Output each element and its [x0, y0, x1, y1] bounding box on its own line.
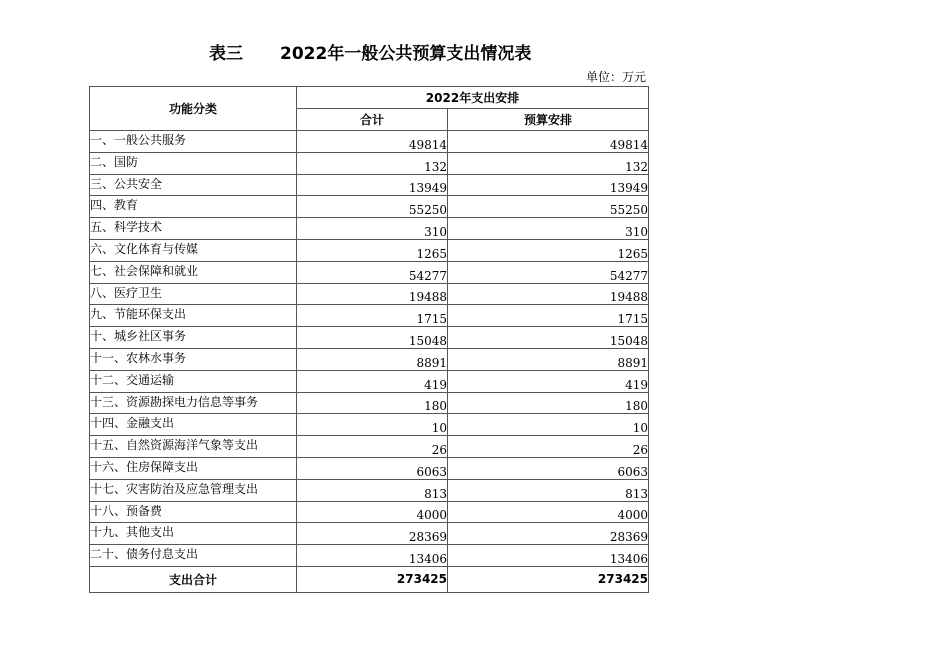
row-name: 十五、自然资源海洋气象等支出: [90, 436, 297, 458]
table-title: 2022年一般公共预算支出情况表: [280, 44, 532, 64]
table-row: [90, 545, 649, 567]
table-row: [90, 131, 649, 153]
row-budget: 8891: [448, 348, 649, 370]
table-row: [90, 392, 649, 414]
row-budget: 4000: [448, 501, 649, 523]
row-total: 54277: [297, 261, 448, 283]
header-budget: 预算安排: [448, 109, 649, 131]
table-row: [90, 261, 649, 283]
table-row: [90, 218, 649, 240]
row-budget: 6063: [448, 457, 649, 479]
unit-label: 单位：万元: [585, 70, 646, 84]
row-total: 10: [297, 414, 448, 436]
table-row: [90, 305, 649, 327]
row-total: 13949: [297, 174, 448, 196]
row-total: 310: [297, 218, 448, 240]
row-total: 13406: [297, 545, 448, 567]
row-name: 十七、灾害防治及应急管理支出: [90, 479, 297, 501]
budget-table: [89, 86, 649, 593]
row-budget: 49814: [448, 131, 649, 153]
row-total: 180: [297, 392, 448, 414]
row-budget: 1715: [448, 305, 649, 327]
table-row: [90, 327, 649, 349]
summary-row: [90, 566, 649, 592]
row-total: 49814: [297, 131, 448, 153]
row-name: 五、科学技术: [90, 218, 297, 240]
row-name: 十八、预备费: [90, 501, 297, 523]
header-category: 功能分类: [90, 87, 297, 131]
table-row: [90, 348, 649, 370]
row-budget: 813: [448, 479, 649, 501]
row-name: 二十、债务付息支出: [90, 545, 297, 567]
header-total: 合计: [297, 109, 448, 131]
row-total: 26: [297, 436, 448, 458]
row-name: 六、文化体育与传媒: [90, 239, 297, 261]
header-group: 2022年支出安排: [297, 87, 649, 109]
row-name: 一、一般公共服务: [90, 131, 297, 153]
row-budget: 419: [448, 370, 649, 392]
row-total: 15048: [297, 327, 448, 349]
row-total: 132: [297, 152, 448, 174]
row-budget: 26: [448, 436, 649, 458]
table-row: [90, 479, 649, 501]
row-budget: 28369: [448, 523, 649, 545]
table-number: 表三: [209, 44, 243, 64]
row-name: 十二、交通运输: [90, 370, 297, 392]
row-budget: 15048: [448, 327, 649, 349]
table-row: [90, 196, 649, 218]
row-total: 28369: [297, 523, 448, 545]
row-total: 19488: [297, 283, 448, 305]
table-row: [90, 436, 649, 458]
row-budget: 13949: [448, 174, 649, 196]
row-name: 七、社会保障和就业: [90, 261, 297, 283]
table-row: [90, 370, 649, 392]
summary-total: 273425: [297, 566, 448, 592]
row-budget: 180: [448, 392, 649, 414]
row-budget: 132: [448, 152, 649, 174]
row-total: 419: [297, 370, 448, 392]
row-total: 55250: [297, 196, 448, 218]
table-row: [90, 457, 649, 479]
row-total: 1265: [297, 239, 448, 261]
row-name: 十一、农林水事务: [90, 348, 297, 370]
row-total: 6063: [297, 457, 448, 479]
row-budget: 1265: [448, 239, 649, 261]
table-row: [90, 174, 649, 196]
row-name: 九、节能环保支出: [90, 305, 297, 327]
row-name: 十、城乡社区事务: [90, 327, 297, 349]
row-budget: 54277: [448, 261, 649, 283]
row-name: 十九、其他支出: [90, 523, 297, 545]
table-row: [90, 239, 649, 261]
row-budget: 10: [448, 414, 649, 436]
row-name: 十六、住房保障支出: [90, 457, 297, 479]
row-total: 1715: [297, 305, 448, 327]
table-row: [90, 414, 649, 436]
row-budget: 310: [448, 218, 649, 240]
row-name: 二、国防: [90, 152, 297, 174]
summary-budget: 273425: [448, 566, 649, 592]
table-row: [90, 152, 649, 174]
row-name: 十三、资源勘探电力信息等事务: [90, 392, 297, 414]
row-name: 十四、金融支出: [90, 414, 297, 436]
row-name: 四、教育: [90, 196, 297, 218]
table-row: [90, 523, 649, 545]
row-budget: 19488: [448, 283, 649, 305]
row-total: 813: [297, 479, 448, 501]
row-total: 4000: [297, 501, 448, 523]
table-row: [90, 501, 649, 523]
table-body: [90, 131, 649, 567]
row-total: 8891: [297, 348, 448, 370]
summary-label: 支出合计: [90, 566, 297, 592]
table-row: [90, 283, 649, 305]
row-budget: 55250: [448, 196, 649, 218]
row-name: 三、公共安全: [90, 174, 297, 196]
row-name: 八、医疗卫生: [90, 283, 297, 305]
row-budget: 13406: [448, 545, 649, 567]
